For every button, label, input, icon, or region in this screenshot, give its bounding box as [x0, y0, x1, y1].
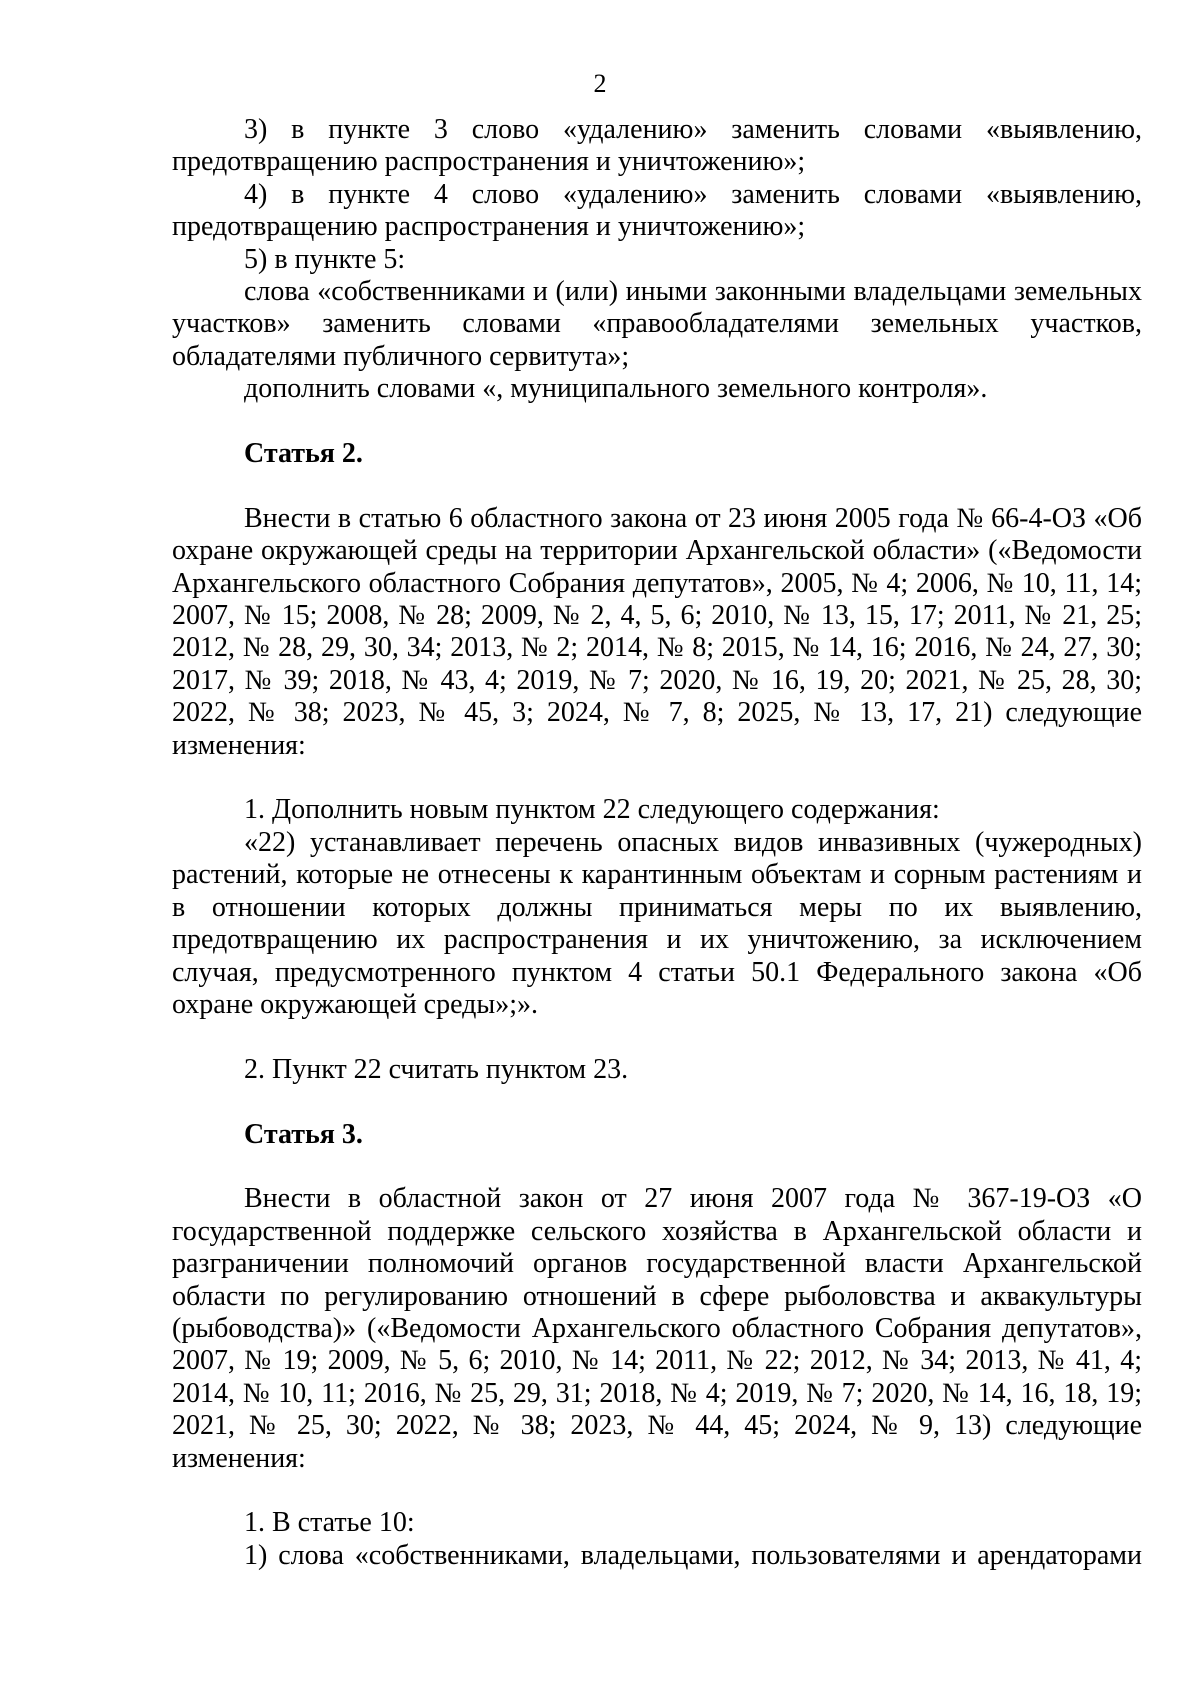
spacer [172, 1475, 1142, 1507]
page-number: 2 [593, 69, 607, 98]
spacer [172, 762, 1142, 794]
article-heading: Статья 3. [244, 1118, 363, 1150]
paragraph: слова «собственниками и (или) иными законными владельцами земельных участков» заменить словами «правообладателями земельных участков, обладателями публичного сервитута»; [172, 276, 1142, 372]
spacer [172, 470, 1142, 502]
article-heading: Статья 2. [244, 438, 363, 470]
paragraph: Внести в областной закон от 27 июня 2007 года № 367-19-ОЗ «О государственной поддержке сельского хозяйства в Архангельской области и разграничении полномочий органов государственной власти Архангельской области по регулированию отношений в сфере рыболовства и аквакультуры (рыбоводства)» («Ведомости Архангельского областного Собрания депутатов», 2007, № 19; 2009, № 5, 6; 2010, № 14; 2011, № 22; 2012, № 34; 2013, № 41, 4; 2014, № 10, 11; 2016, № 25, 29, 31; 2018, № 4; 2019, № 7; 2020, № 14, 16, 18, 19; 2021, № 25, 30; 2022, № 38; 2023, № 44, 45; 2024, № 9, 13) следующие изменения: [172, 1183, 1142, 1474]
paragraph: 1. В статье 10: [244, 1507, 415, 1539]
document-body [172, 114, 1142, 1572]
spacer [172, 1151, 1142, 1183]
paragraph: 1. Дополнить новым пунктом 22 следующего содержания: [244, 794, 940, 826]
paragraph: Внести в статью 6 областного закона от 23 июня 2005 года № 66-4-ОЗ «Об охране окружающей среды на территории Архангельской области» («Ведомости Архангельского областного Собрания депутатов», 2005, № 4; 2006, № 10, 11, 14; 2007, № 15; 2008, № 28; 2009, № 2, 4, 5, 6; 2010, № 13, 15, 17; 2011, № 21, 25; 2012, № 28, 29, 30, 34; 2013, № 2; 2014, № 8; 2015, № 14, 16; 2016, № 24, 27, 30; 2017, № 39; 2018, № 43, 4; 2019, № 7; 2020, № 16, 19, 20; 2021, № 25, 28, 30; 2022, № 38; 2023, № 45, 3; 2024, № 7, 8; 2025, № 13, 17, 21) следующие изменения: [172, 502, 1142, 761]
paragraph: 5) в пункте 5: [244, 243, 406, 275]
paragraph: дополнить словами «, муниципального земельного контроля». [244, 373, 988, 405]
spacer [172, 406, 1142, 438]
paragraph: 3) в пункте 3 слово «удалению» заменить словами «выявлению, предотвращению распространения и уничтожению»; [172, 114, 1142, 178]
paragraph: «22) устанавливает перечень опасных видов инвазивных (чужеродных) растений, которые не отнесены к карантинным объектам и сорным растениям и в отношении которых должны приниматься меры по их выявлению, предотвращению их распространения и их уничтожению, за исключением случая, предусмотренного пунктом 4 статьи 50.1 Федерального закона «Об охране окружающей среды»;». [172, 826, 1142, 1020]
paragraph: 2. Пункт 22 считать пунктом 23. [244, 1053, 629, 1085]
spacer [172, 1086, 1142, 1118]
paragraph: 1) слова «собственниками, владельцами, пользователями и арендаторами [244, 1539, 1142, 1571]
paragraph: 4) в пункте 4 слово «удалению» заменить словами «выявлению, предотвращению распространения и уничтожению»; [172, 178, 1142, 243]
spacer [172, 1021, 1142, 1053]
